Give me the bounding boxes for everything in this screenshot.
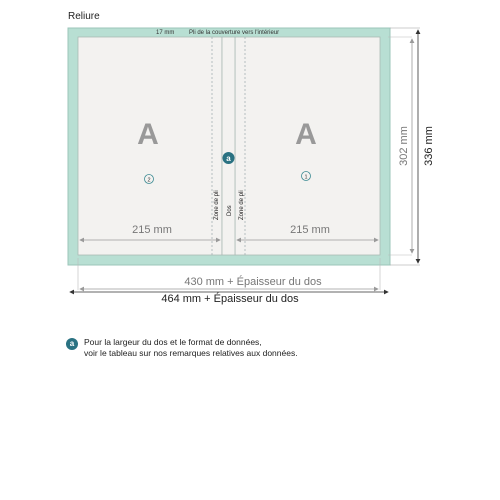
hinge-right-label: Zone de pli (239, 190, 245, 220)
left-letter: A (137, 118, 159, 151)
inner-height-label: 302 mm (398, 126, 410, 166)
note-line-2: voir le tableau sur nos remarques relatives aux données. (84, 348, 298, 358)
dos-label: Dos (227, 205, 233, 216)
right-number: 1 (304, 174, 308, 181)
spine-marker-letter: a (226, 154, 231, 163)
left-number: 2 (147, 177, 151, 184)
note-text (84, 337, 414, 359)
note-marker-badge: a (66, 338, 78, 350)
outer-width-label: 464 mm + Épaisseur du dos (161, 293, 299, 305)
note-line-1: Pour la largeur du dos et le format de données, (84, 337, 262, 347)
left-width-label: 215 mm (132, 224, 172, 236)
hinge-left-label: Zone de pli (214, 190, 220, 220)
right-letter: A (295, 118, 317, 151)
flap-label: 17 mm (156, 30, 175, 36)
spine (222, 37, 235, 255)
right-width-label: 215 mm (290, 224, 330, 236)
fold-label: Pli de la couverture vers l'intérieur (189, 30, 280, 36)
inner-width-label: 430 mm + Épaisseur du dos (184, 276, 322, 288)
outer-height-label: 336 mm (423, 126, 435, 166)
page-title: Reliure (68, 11, 100, 22)
